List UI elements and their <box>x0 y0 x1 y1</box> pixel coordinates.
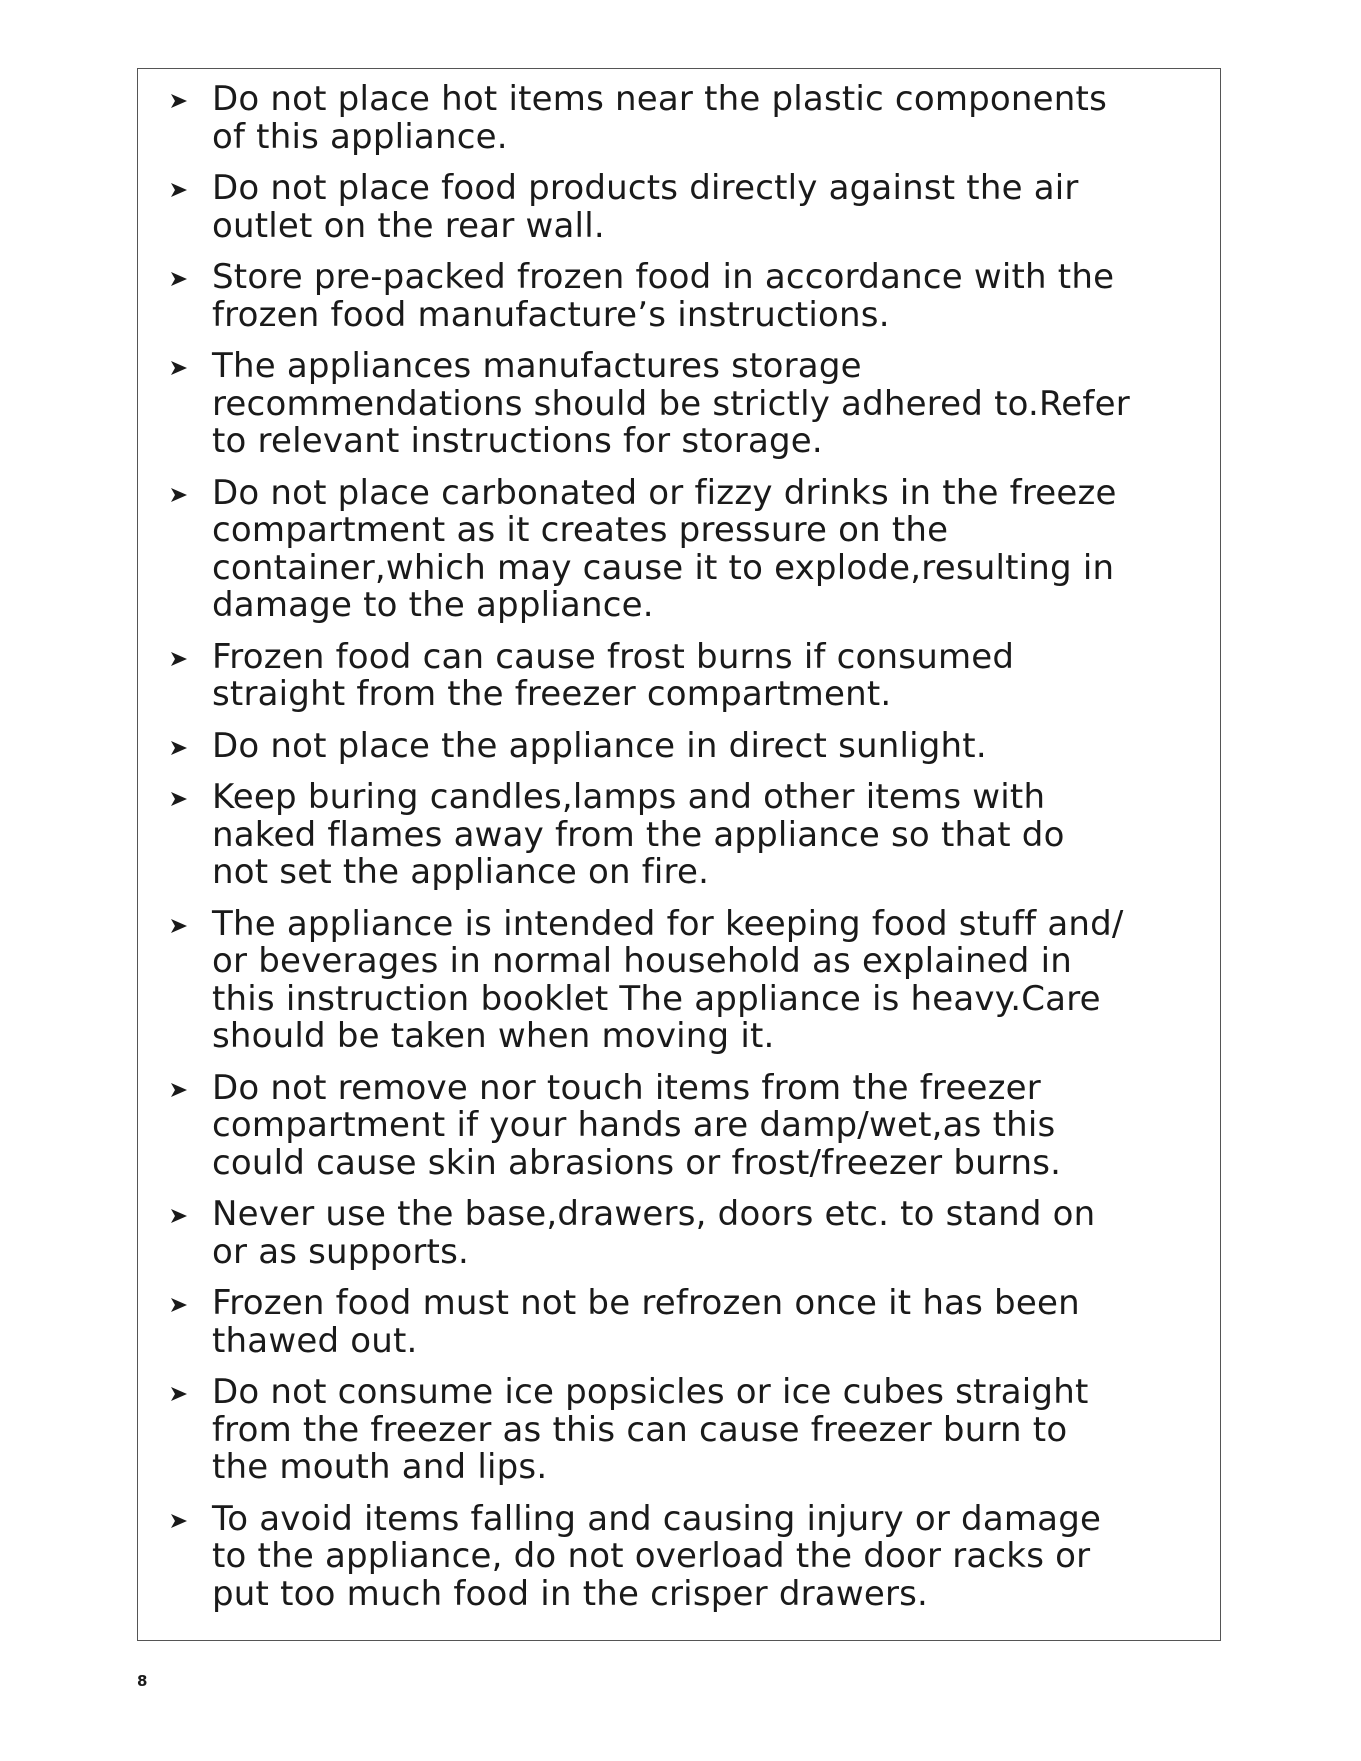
list-item <box>138 903 1220 1056</box>
list-item <box>138 1067 1220 1183</box>
arrowhead-right-icon <box>170 487 188 503</box>
list-item <box>138 1374 1220 1487</box>
list-item <box>138 1498 1220 1614</box>
list-item <box>138 725 1220 766</box>
arrowhead-right-icon <box>170 1386 188 1402</box>
list-item <box>138 1196 1220 1271</box>
arrowhead-right-icon <box>170 1208 188 1224</box>
list-item-text: Do not place hot items near the plastic components of this appliance. <box>212 79 1107 157</box>
arrowhead-right-icon <box>170 651 188 667</box>
list-item <box>138 1285 1220 1360</box>
list-item <box>138 348 1220 461</box>
list-item-text: Frozen food must not be refrozen once it has been thawed out. <box>212 1283 1080 1361</box>
arrowhead-right-icon <box>170 1297 188 1313</box>
list-item-text: Do not place the appliance in direct sunlight. <box>212 725 987 766</box>
list-item-text: Do not remove nor touch items from the freezer compartment if your hands are damp/wet,as this could cause skin abrasions or frost/freezer burns. <box>212 1067 1062 1183</box>
arrowhead-right-icon <box>170 271 188 287</box>
arrowhead-right-icon <box>170 791 188 807</box>
page-number: 8 <box>137 1672 148 1690</box>
list-item <box>138 472 1220 625</box>
arrowhead-right-icon <box>170 1513 188 1529</box>
list-item <box>138 636 1220 714</box>
list-item-text: Store pre-packed frozen food in accordance with the frozen food manufacture’s instructions. <box>212 257 1115 335</box>
list-item-text: To avoid items falling and causing injury or damage to the appliance, do not overload the door racks or put too much food in the crisper drawers. <box>212 1498 1102 1614</box>
instruction-list <box>138 81 1220 1627</box>
arrowhead-right-icon <box>170 182 188 198</box>
list-item <box>138 170 1220 245</box>
list-item <box>138 259 1220 334</box>
arrowhead-right-icon <box>170 360 188 376</box>
list-item-text: Do not consume ice popsicles or ice cubes straight from the freezer as this can cause freezer burn to the mouth and lips. <box>212 1372 1089 1487</box>
list-item-text: The appliance is intended for keeping food stuff and/ or beverages in normal household as explained in this instruction booklet The appliance is heavy.Care should be taken when moving it. <box>212 903 1124 1056</box>
list-item <box>138 779 1220 892</box>
list-item-text: Do not place food products directly against the air outlet on the rear wall. <box>212 168 1079 246</box>
arrowhead-right-icon <box>170 93 188 109</box>
list-item-text: Keep buring candles,lamps and other items with naked flames away from the appliance so that do not set the appliance on fire. <box>212 777 1065 892</box>
list-item-text: Do not place carbonated or fizzy drinks in the freeze compartment as it creates pressure on the container,which may cause it to explode,resulting in damage to the appliance. <box>212 472 1117 625</box>
arrowhead-right-icon <box>170 918 188 934</box>
list-item <box>138 81 1220 156</box>
arrowhead-right-icon <box>170 1082 188 1098</box>
list-item-text: The appliances manufactures storage recommendations should be strictly adhered to.Refer to relevant instructions for storage. <box>212 346 1130 461</box>
list-item-text: Frozen food can cause frost burns if consumed straight from the freezer compartment. <box>212 636 1015 714</box>
arrowhead-right-icon <box>170 740 188 756</box>
safety-instructions-box <box>137 68 1221 1641</box>
list-item-text: Never use the base,drawers, doors etc. to stand on or as supports. <box>212 1194 1096 1272</box>
